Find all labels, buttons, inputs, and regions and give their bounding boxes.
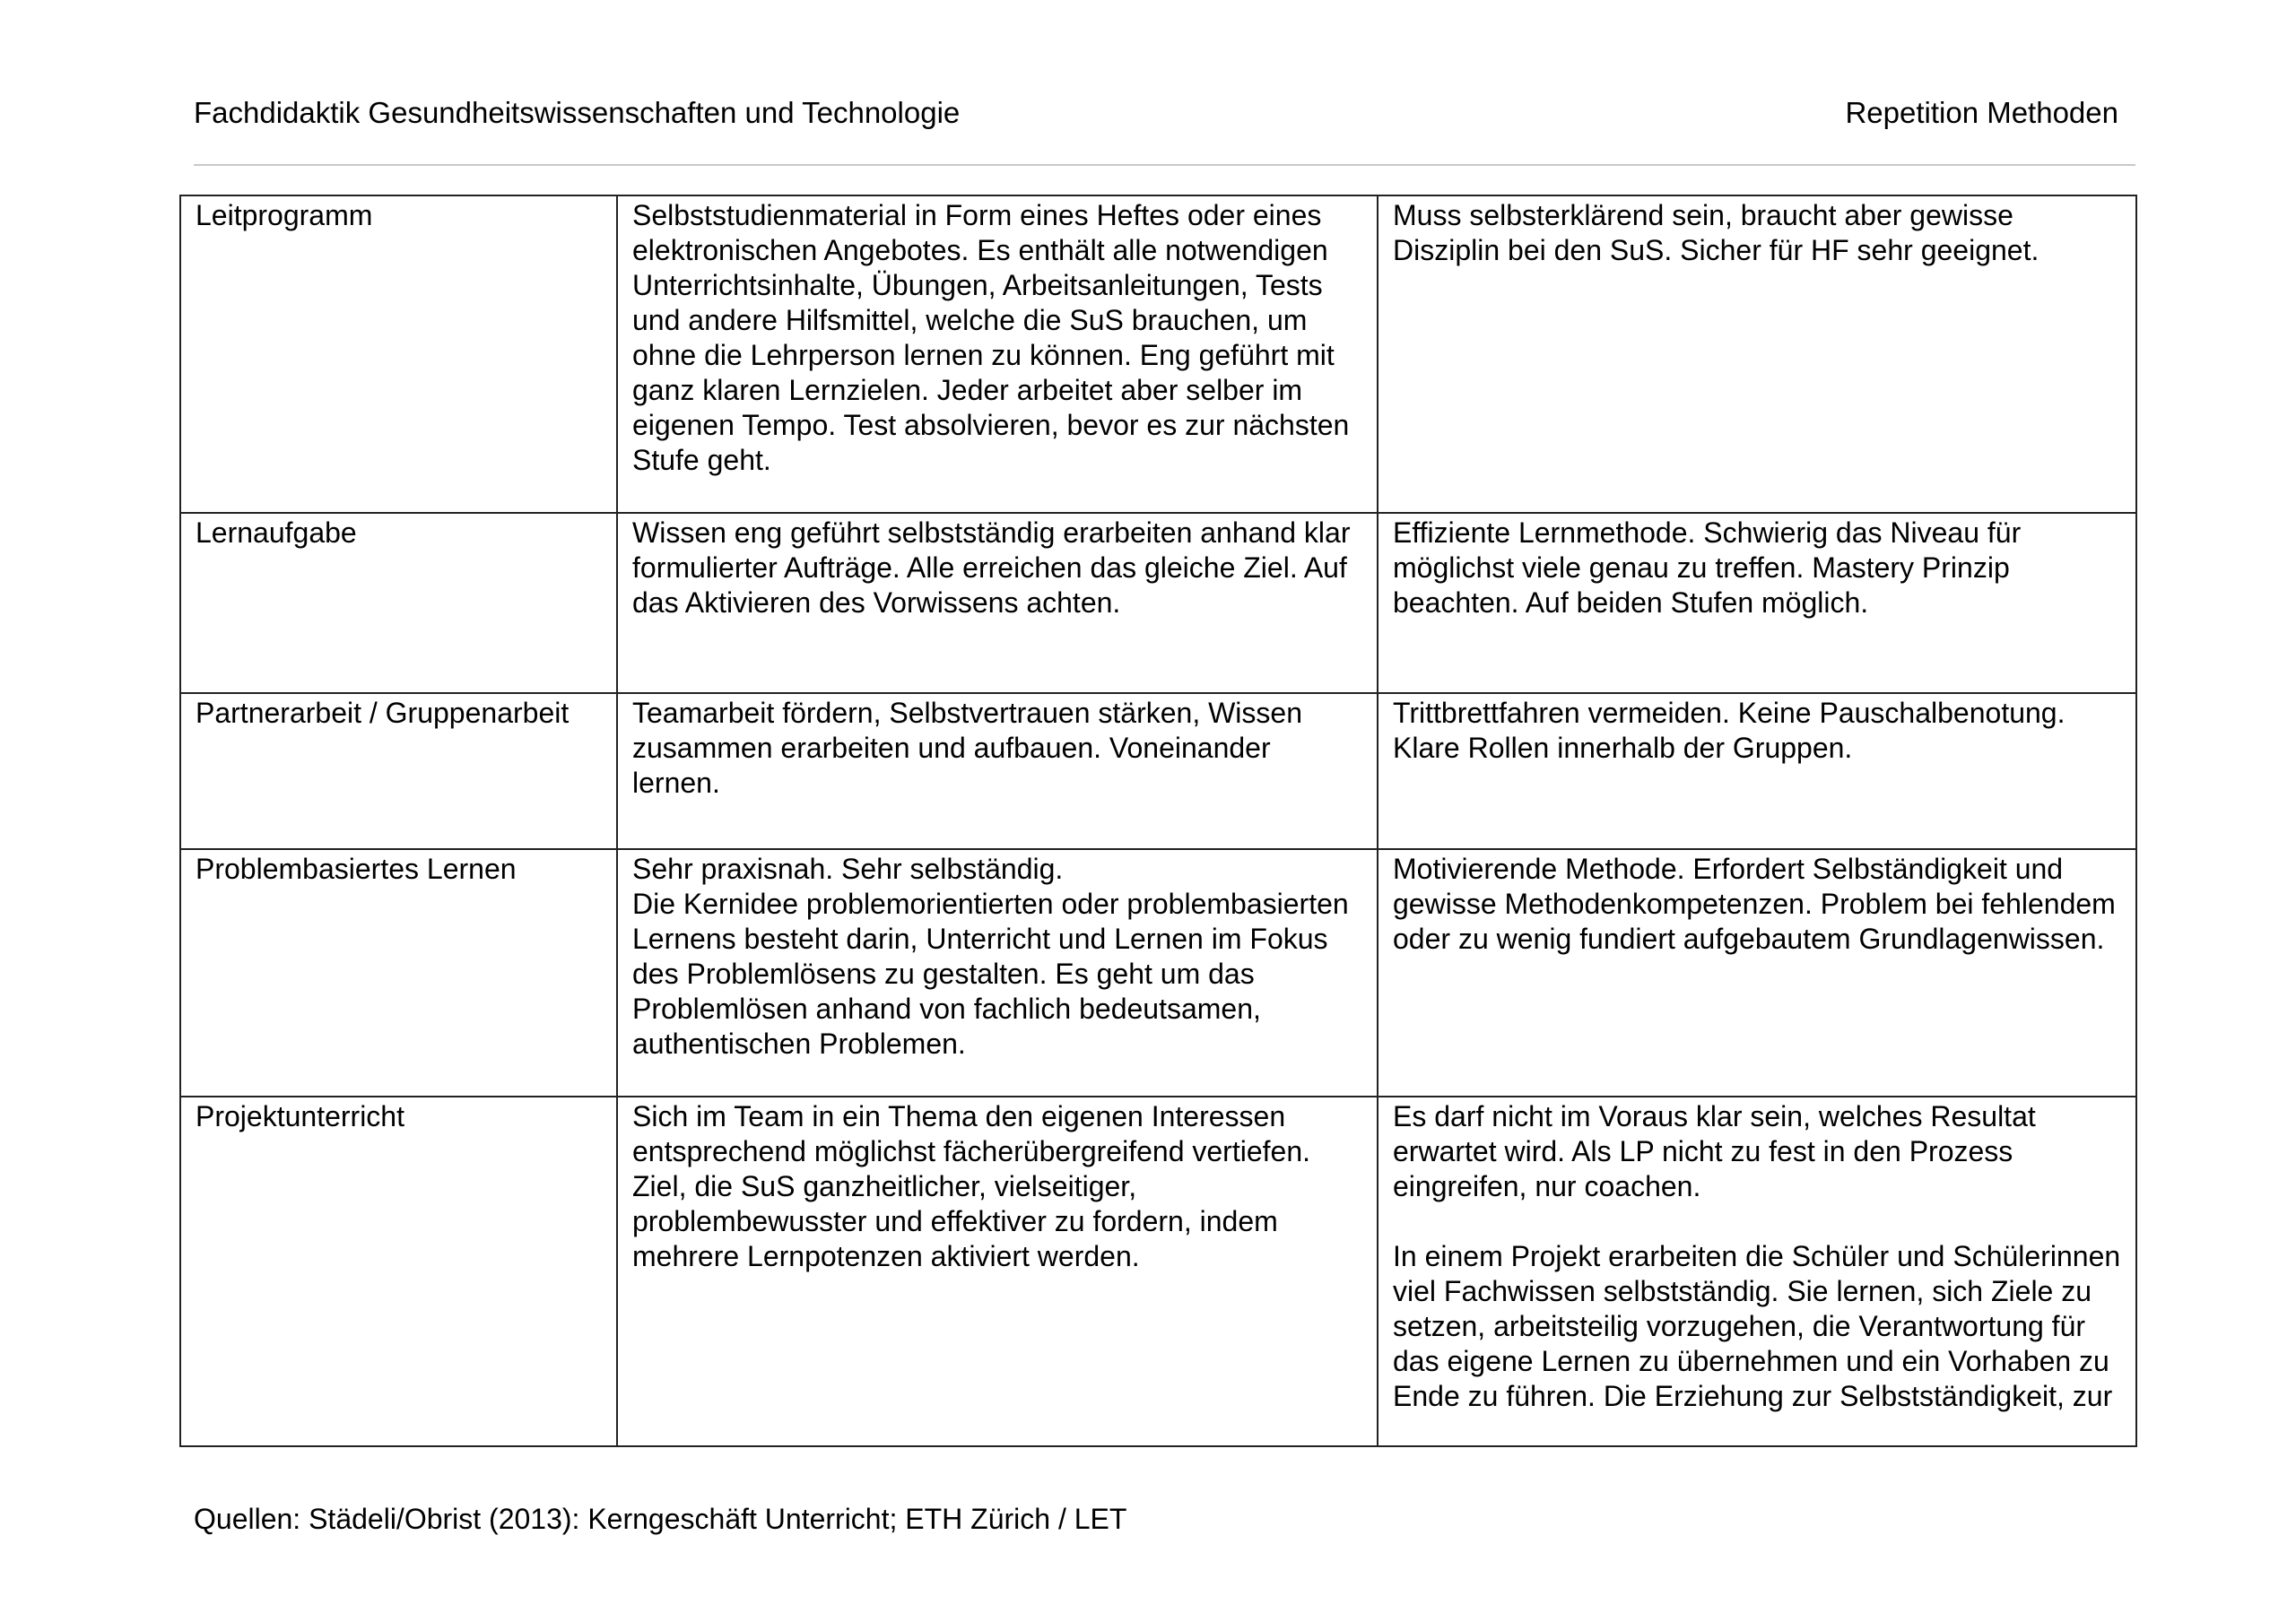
description-line: Die Kernidee problemorientierten oder problembasierten Lernens besteht darin, Unterricht und Lernen im Fokus des Problemlösens zu gestalten. Es geht um das Problemlösen anhand von fachlich bedeutsamen, authentischen Problemen. [632, 888, 1349, 1060]
table-row [180, 513, 2136, 693]
method-name-cell: Partnerarbeit / Gruppenarbeit [180, 693, 617, 849]
method-description-cell: Wissen eng geführt selbstständig erarbeiten anhand klar formulierter Aufträge. Alle erreichen das gleiche Ziel. Auf das Aktivieren des Vorwissens achten. [617, 513, 1378, 693]
method-name-cell: Problembasiertes Lernen [180, 849, 617, 1097]
method-name-cell: Lernaufgabe [180, 513, 617, 693]
table-row [180, 849, 2136, 1097]
method-assessment-cell: Motivierende Methode. Erfordert Selbständigkeit und gewisse Methodenkompetenzen. Problem bei fehlendem oder zu wenig fundiert aufgebautem Grundlagenwissen. [1378, 849, 2136, 1097]
table-row [180, 195, 2136, 513]
method-description-cell: Teamarbeit fördern, Selbstvertrauen stärken, Wissen zusammen erarbeiten und aufbauen. Voneinander lernen. [617, 693, 1378, 849]
description-line: Sehr praxisnah. Sehr selbständig. [632, 853, 1064, 885]
method-assessment-cell: Muss selbsterklärend sein, braucht aber gewisse Disziplin bei den SuS. Sicher für HF sehr geeignet. [1378, 195, 2136, 513]
method-description-cell: Sich im Team in ein Thema den eigenen Interessen entsprechend möglichst fächerübergreifend vertiefen. Ziel, die SuS ganzheitlicher, vielseitiger, problembewusster und effektiver zu fordern, indem mehrere Lernpotenzen aktiviert werden. [617, 1097, 1378, 1446]
header-divider [194, 164, 2135, 166]
document-header-title: Fachdidaktik Gesundheitswissenschaften und Technologie [194, 96, 961, 129]
method-assessment-cell [1378, 1097, 2136, 1446]
method-description-cell: Selbststudienmaterial in Form eines Heftes oder eines elektronischen Angebotes. Es enthält alle notwendigen Unterrichtsinhalte, Übungen, Arbeitsanleitungen, Tests und andere Hilfsmittel, welche die SuS brauchen, um ohne die Lehrperson lernen zu können. Eng geführt mit ganz klaren Lernzielen. Jeder arbeitet aber selber im eigenen Tempo. Test absolvieren, bevor es zur nächsten Stufe geht. [617, 195, 1378, 513]
table-row [180, 1097, 2136, 1446]
document-header-topic: Repetition Methoden [1845, 96, 2118, 129]
method-description-cell [617, 849, 1378, 1097]
sources-footer: Quellen: Städeli/Obrist (2013): Kerngeschäft Unterricht; ETH Zürich / LET [194, 1503, 1127, 1535]
method-assessment-cell: Trittbrettfahren vermeiden. Keine Pauschalbenotung. Klare Rollen innerhalb der Gruppen. [1378, 693, 2136, 849]
method-name-cell: Projektunterricht [180, 1097, 617, 1446]
assessment-paragraph: Es darf nicht im Voraus klar sein, welches Resultat erwartet wird. Als LP nicht zu fest in den Prozess eingreifen, nur coachen. [1393, 1100, 2036, 1202]
method-name-cell: Leitprogramm [180, 195, 617, 513]
assessment-paragraph: In einem Projekt erarbeiten die Schüler und Schülerinnen viel Fachwissen selbstständig. Sie lernen, sich Ziele zu setzen, arbeitsteilig vorzugehen, die Verantwortung für das eigene Lernen zu übernehmen und ein Vorhaben zu Ende zu führen. Die Erziehung zur Selbstständigkeit, zur [1393, 1240, 2121, 1412]
methods-table [179, 195, 2137, 1447]
table-row [180, 693, 2136, 849]
method-assessment-cell: Effiziente Lernmethode. Schwierig das Niveau für möglichst viele genau zu treffen. Mastery Prinzip beachten. Auf beiden Stufen möglich. [1378, 513, 2136, 693]
